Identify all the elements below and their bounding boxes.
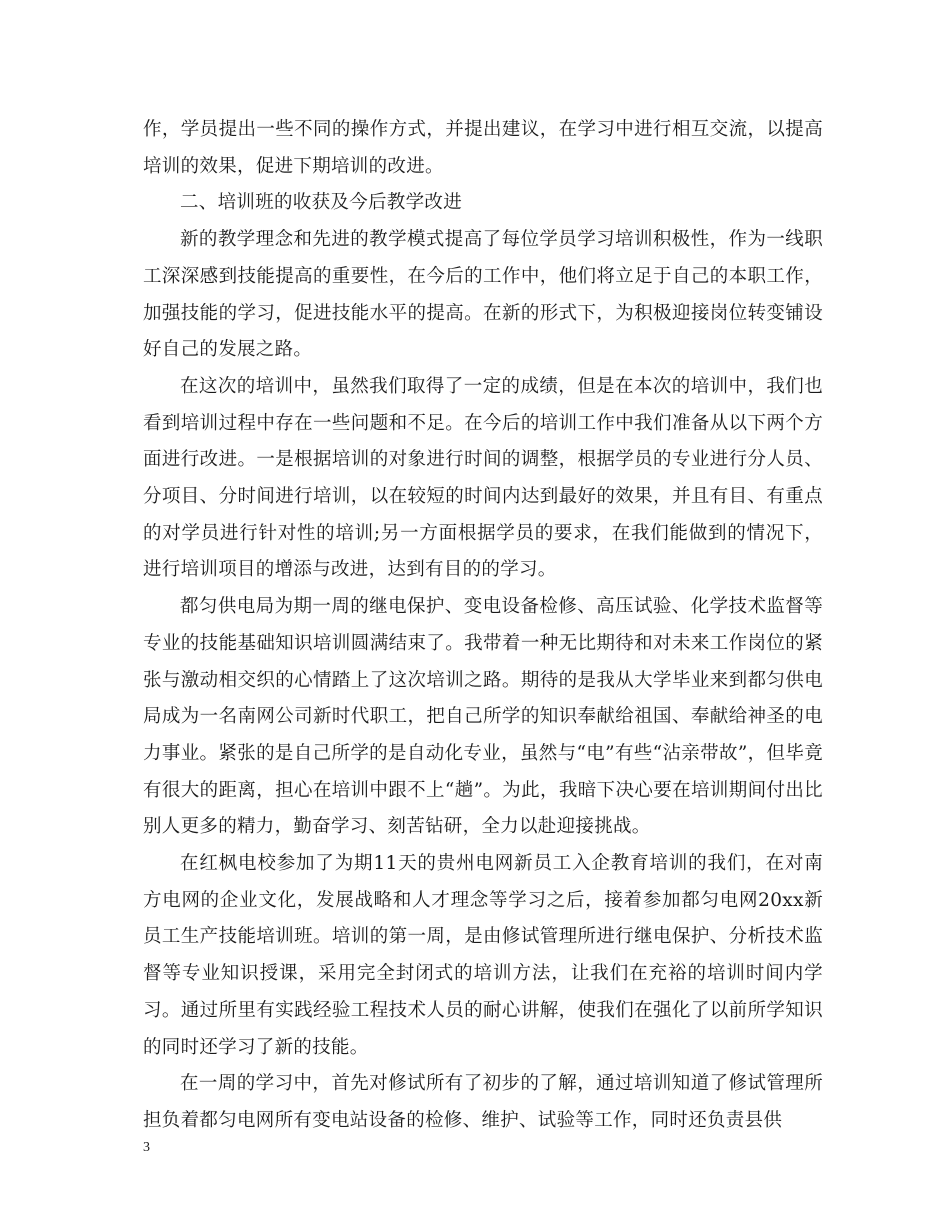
paragraph: 新的教学理念和先进的教学模式提高了每位学员学习培训积极性，作为一线职工深深感到技能提高的重要性，在今后的工作中，他们将立足于自己的本职工作，加强技能的学习，促进技能水平的提高。在新的形式下，为积极迎接岗位转变铺设好自己的发展之路。	[143, 229, 823, 361]
paragraph: 在一周的学习中，首先对修试所有了初步的了解，通过培训知道了修试管理所担负着都匀电网所有变电站设备的检修、维护、试验等工作，同时还负责县供	[143, 1073, 823, 1131]
paragraph: 在红枫电校参加了为期11天的贵州电网新员工入企教育培训的我们，在对南方电网的企业文化，发展战略和人才理念等学习之后，接着参加都匀电网20xx新员工生产技能培训班。培训的第一周，是由修试管理所进行继电保护、分析技术监督等专业知识授课，采用完全封闭式的培训方法，让我们在充裕的培训时间内学习。通过所里有实践经验工程技术人员的耐心讲解，使我们在强化了以前所学知识的同时还学习了新的技能。	[143, 853, 823, 1058]
section-heading: 二、培训班的收获及今后教学改进	[180, 192, 463, 214]
paragraph-continuation: 作，学员提出一些不同的操作方式，并提出建议，在学习中进行相互交流，以提高培训的效果，促进下期培训的改进。	[143, 119, 823, 177]
paragraph: 在这次的培训中，虽然我们取得了一定的成绩，但是在本次的培训中，我们也看到培训过程中存在一些问题和不足。在今后的培训工作中我们准备从以下两个方面进行改进。一是根据培训的对象进行时间的调整，根据学员的专业进行分人员、分项目、分时间进行培训，以在较短的时间内达到最好的效果，并且有目、有重点的对学员进行针对性的培训;另一方面根据学员的要求，在我们能做到的情况下，进行培训项目的增添与改进，达到有目的的学习。	[143, 375, 823, 581]
page-number: 3	[143, 1140, 150, 1155]
paragraph: 都匀供电局为期一周的继电保护、变电设备检修、高压试验、化学技术监督等专业的技能基础知识培训圆满结束了。我带着一种无比期待和对未来工作岗位的紧张与激动相交织的心情踏上了这次培训之路。期待的是我从大学毕业来到都匀供电局成为一名南网公司新时代职工，把自己所学的知识奉献给祖国、奉献给神圣的电力事业。紧张的是自己所学的是自动化专业，虽然与“电”有些“沾亲带故”，但毕竟有很大的距离，担心在培训中跟不上“趟”。为此，我暗下决心要在培训期间付出比别人更多的精力，勤奋学习、刻苦钻研，全力以赴迎接挑战。	[143, 596, 823, 838]
document-body	[143, 112, 823, 1140]
